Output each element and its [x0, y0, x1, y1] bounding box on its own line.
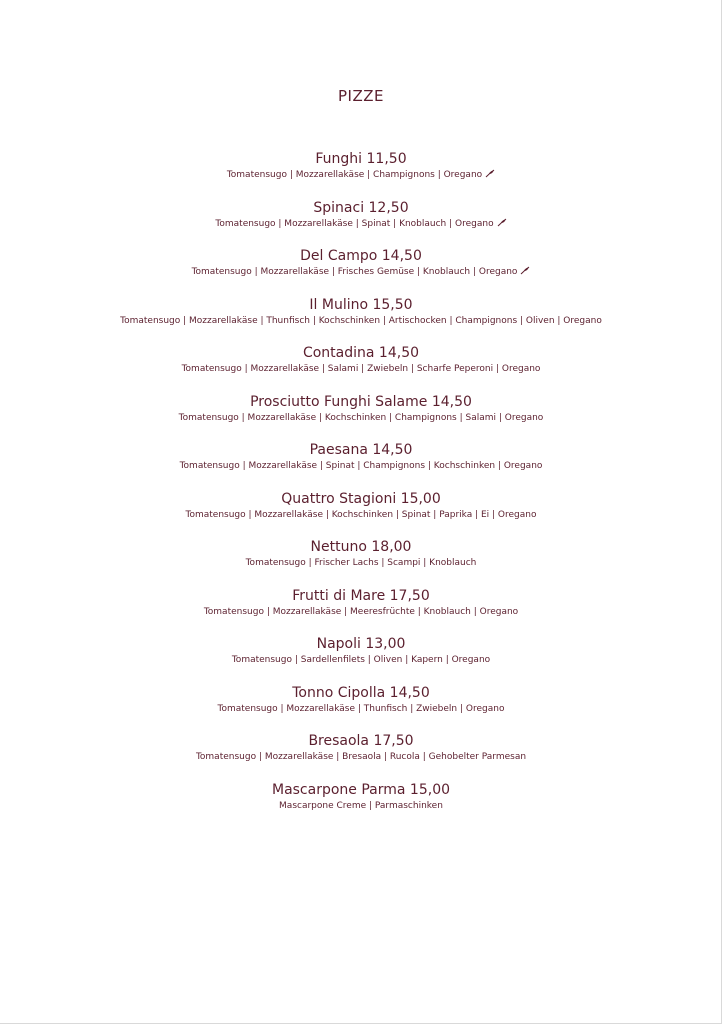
menu-item-name: Frutti di Mare 17,50 — [292, 587, 430, 604]
menu-item-name: Nettuno 18,00 — [310, 539, 412, 555]
menu-item-name: Il Mulino 15,50 — [309, 296, 413, 313]
menu-item — [0, 150, 722, 199]
menu-item-description — [0, 217, 722, 231]
menu-item — [0, 781, 722, 830]
leaf-icon — [520, 266, 530, 275]
menu-item — [0, 344, 722, 393]
menu-item-description-text: Mascarpone Creme | Parmaschinken — [279, 800, 443, 811]
menu-item — [0, 393, 722, 442]
menu-item-name: Spinaci 12,50 — [313, 199, 409, 216]
menu-item — [0, 247, 722, 296]
menu-item — [0, 199, 722, 248]
menu-item — [0, 732, 722, 781]
menu-item-description — [0, 605, 722, 619]
menu-item — [0, 490, 722, 539]
menu-item — [0, 635, 722, 684]
menu-item-name: Mascarpone Parma 15,00 — [271, 781, 451, 798]
menu-item-name: Del Campo 14,50 — [300, 248, 422, 264]
leaf-icon — [497, 218, 507, 227]
menu-item — [0, 296, 722, 345]
menu-item — [0, 441, 722, 490]
menu-item-name: Prosciutto Funghi Salame 14,50 — [250, 393, 472, 410]
menu-item-description — [0, 314, 722, 328]
menu-item-name: Quattro Stagioni 15,00 — [281, 490, 441, 507]
menu-item-description — [0, 508, 722, 522]
menu-item-description — [0, 653, 722, 667]
menu-item-name: Napoli 13,00 — [316, 636, 406, 652]
menu-item-description-text: Tomatensugo | Mozzarellakäse | Bresaola | Rucola | Gehobelter Parmesan — [195, 752, 527, 762]
menu-item-name: Contadina 14,50 — [302, 345, 420, 361]
page-title: PIZZE — [338, 87, 384, 105]
menu-item — [0, 538, 722, 587]
menu-item-description-text: Tomatensugo | Mozzarellakäse | Salami | Zwiebeln | Scharfe Peperoni | Oregano — [181, 364, 541, 374]
menu-item-description — [0, 168, 722, 182]
menu-item-name: Paesana 14,50 — [309, 442, 413, 458]
leaf-icon — [485, 169, 495, 178]
menu-item-description — [0, 459, 722, 473]
menu-item-name: Funghi 11,50 — [315, 151, 407, 167]
menu-item-description-text: Tomatensugo | Sardellenfilets | Oliven | Kapern | Oregano — [231, 655, 491, 665]
menu-item-description — [0, 411, 722, 425]
menu-item — [0, 684, 722, 733]
menu-item-name: Bresaola 17,50 — [308, 733, 414, 749]
menu-item-description-text: Tomatensugo | Mozzarellakäse | Spinat | Knoblauch | Oregano — [215, 218, 494, 229]
menu-item-description — [0, 702, 722, 716]
menu-item-description — [0, 265, 722, 279]
menu-item-description-text: Tomatensugo | Mozzarellakäse | Kochschinken | Spinat | Paprika | Ei | Oregano — [185, 509, 537, 520]
menu-item-description — [0, 799, 722, 813]
menu-item-name: Tonno Cipolla 14,50 — [292, 684, 430, 701]
menu-item-description-text: Tomatensugo | Mozzarellakäse | Champignons | Oregano — [226, 170, 483, 180]
menu-item-description — [0, 556, 722, 570]
menu-item-description-text: Tomatensugo | Mozzarellakäse | Spinat | Champignons | Kochschinken | Oregano — [179, 461, 543, 471]
menu-list — [0, 150, 722, 829]
menu-item-description-text: Tomatensugo | Frischer Lachs | Scampi | Knoblauch — [245, 558, 477, 568]
menu-item-description-text: Tomatensugo | Mozzarellakäse | Thunfisch | Zwiebeln | Oregano — [217, 703, 505, 714]
menu-item-description-text: Tomatensugo | Mozzarellakäse | Thunfisch | Kochschinken | Artischocken | Champignons | Oliven | Oregano — [120, 315, 602, 326]
menu-item-description-text: Tomatensugo | Mozzarellakäse | Frisches Gemüse | Knoblauch | Oregano — [191, 267, 518, 277]
menu-item-description — [0, 362, 722, 376]
menu-item-description-text: Tomatensugo | Mozzarellakäse | Meeresfrüchte | Knoblauch | Oregano — [203, 606, 519, 617]
menu-item — [0, 587, 722, 636]
menu-item-description — [0, 750, 722, 764]
menu-item-description-text: Tomatensugo | Mozzarellakäse | Kochschinken | Champignons | Salami | Oregano — [178, 412, 544, 423]
